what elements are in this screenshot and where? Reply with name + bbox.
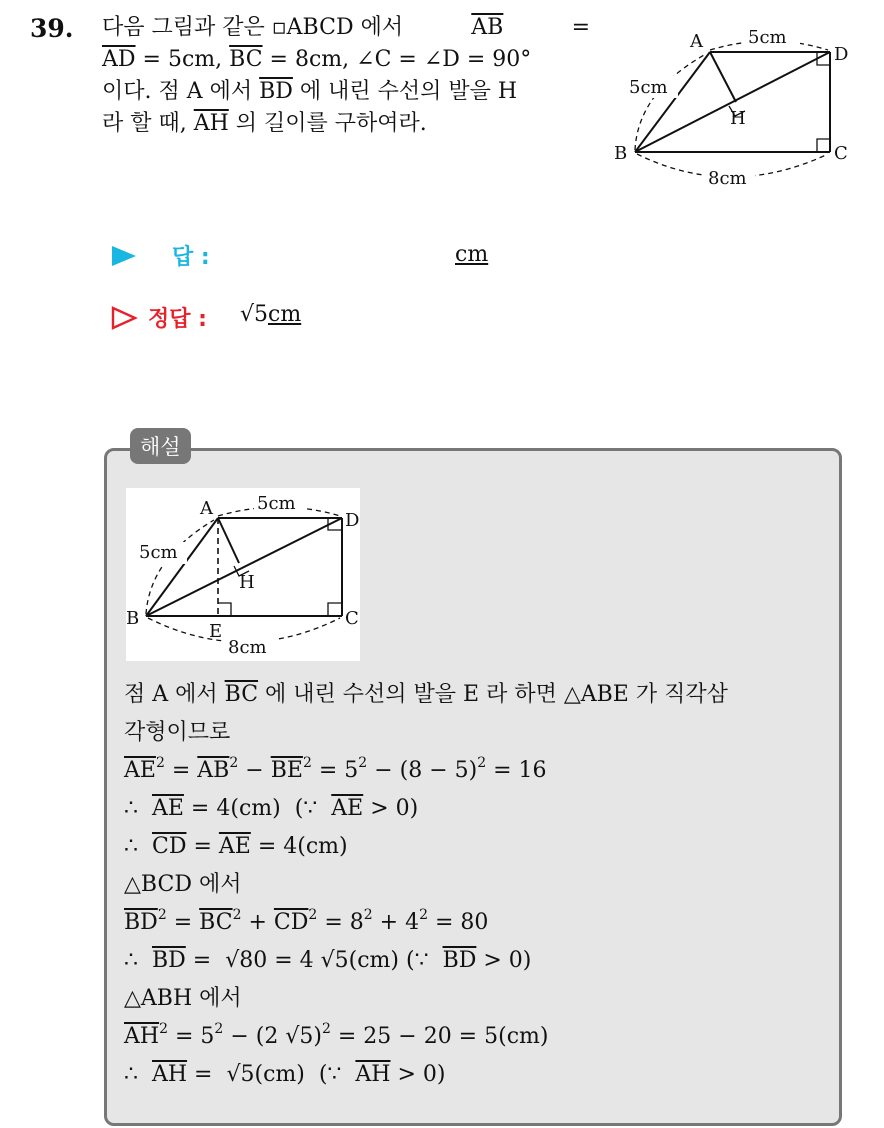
segment-ah [710,52,736,102]
solution-line-5: ∴ $\overline{CD} = \overline{AE} = 4(cm)$ [124,834,348,859]
problem-figure [610,22,850,192]
correct-answer-value: √5cm [240,302,302,327]
solution-line-11: ∴ $\overline{AH} = √5(cm)$ (∵ $\overline{AH} > 0$) [124,1062,446,1087]
svg-text:H: H [239,572,255,593]
problem-number: 39. [30,14,74,43]
correct-answer-label: 정답 : [148,307,207,332]
right-angle-c [817,139,830,152]
label-h: H [730,108,746,129]
problem-line-1: 다음 그림과 같은 ▫ABCD 에서 $\overline{AB}$ = [102,15,590,40]
svg-text:8cm: 8cm [228,637,267,658]
problem-line-3: 이다. 점 A 에서 $\overline{BD}$ 에 내린 수선의 발을 H [102,79,518,104]
label-a: A [690,31,703,52]
problem-line-2: $\overline{AD}$ = 5cm, $\overline{BC}$ = 8cm, ∠C = ∠D = 90° [102,47,532,72]
correct-marker-icon [110,305,138,331]
svg-text:A: A [200,498,213,519]
answer-unit: cm [455,242,489,267]
solution-line-8: ∴ $\overline{BD} = √80 = 4$ √5(cm) (∵ $\overline{BD} > 0$) [124,948,532,973]
solution-line-9: △ABH 에서 [124,986,242,1011]
solution-line-1: 점 A 에서 $\overline{BC}$ 에 내린 수선의 발을 E 라 하면 △ABE 가 직각삼 [124,682,728,707]
answer-marker-icon [110,244,138,268]
problem-line-4: 라 할 때, $\overline{AH}$ 의 길이를 구하여라. [102,111,427,136]
solution-line-10: $\overline{AH}^2 = 5^2 - (2$ √5)$^2$ = 25 − 20 = 5(cm) [124,1021,549,1049]
solution-tag: 해설 [130,428,191,464]
segment-bd [635,52,830,152]
label-ab-length: 5cm [629,77,668,98]
label-d: D [834,44,849,65]
label-ad-length: 5cm [748,27,787,48]
label-bc-length: 8cm [708,168,747,189]
svg-text:D: D [345,510,360,531]
solution-figure [126,488,360,661]
svg-text:E: E [209,621,223,642]
solution-line-6: △BCD 에서 [124,872,242,897]
svg-text:5cm: 5cm [139,542,178,563]
solution-line-4: ∴ $\overline{AE} = 4(cm)$ (∵ $\overline{AE} > 0$) [124,796,419,821]
label-b: B [614,143,628,164]
answer-label: 답 : [172,245,210,270]
svg-text:5cm: 5cm [257,493,296,514]
segment-ab [635,52,710,152]
label-c: C [834,143,848,164]
solution-line-2: 각형이므로 [124,720,231,745]
solution-line-7: $\overline{BD}^2 = \overline{BC}^2 + \overline{CD}^2 = 8^2 + 4^2 = 80$ [124,907,489,935]
svg-text:C: C [345,608,359,629]
solution-line-3: $\overline{AE}^2 = \overline{AB}^2 - \overline{BE}^2 = 5^2 - (8 - 5)^2 = 16$ [124,755,547,783]
problem-text [102,12,590,140]
solution-text [124,676,834,1094]
svg-text:B: B [126,608,140,629]
